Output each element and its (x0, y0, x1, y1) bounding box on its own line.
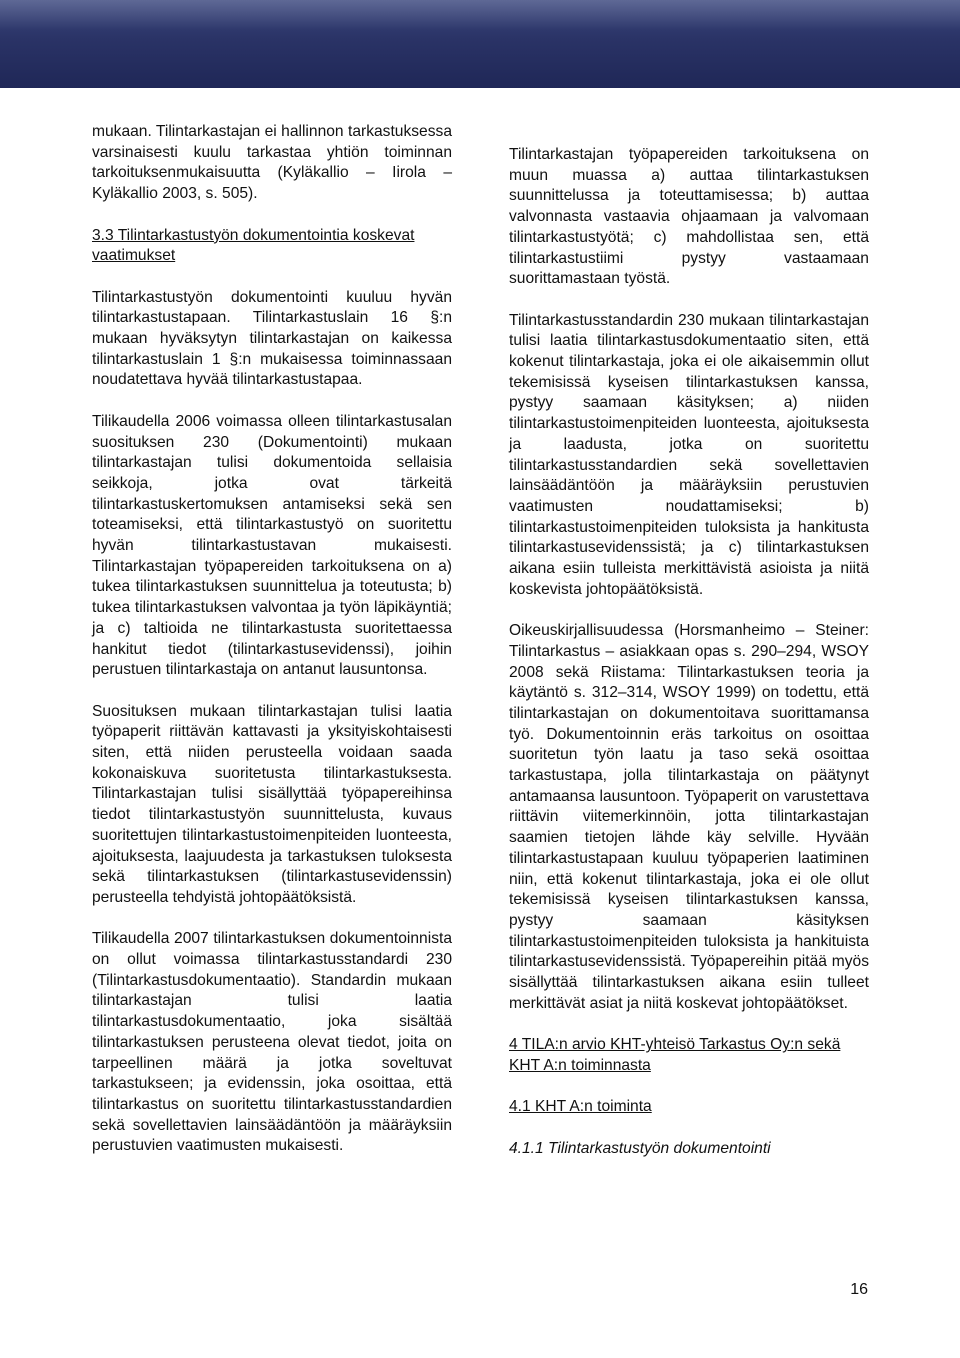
paragraph: Oikeuskirjallisuudessa (Horsmanheimo – Steiner: Tilintarkastus – asiakkaan opas s. 290–294, WSOY 2008 sekä Riistama: Tilintarkastuksen teoria ja käytäntö s. 312–314, WSOY 1999) on todettu, että tilintarkastajan on dokumentoitava suorittamansa työ. Dokumentoinnin eräs tarkoitus on osoittaa suoritetun työn laatu ja taso sekä osoittaa tarkastustapa, jolla tilintarkastaja on päätynyt antamaansa lausuntoon. Työpaperit on varustettava riittävin viitemerkinnöin, jotta tilintarkastajan saamien tietojen lähde käy selville. Hyvään tilintarkastustapaan kuuluu työpaperien laatiminen niin, että kokenut tilintarkastaja, joka ei ole ollut tekemisissä kyseisen tilintarkastuksen kanssa, pystyy saamaan käsityksen tilintarkastustoimenpiteiden tuloksista ja hankituista tilintarkastusevidenssistä. Työpapereihin pitää myös sisällyttää tilintarkastuksen aikana esiin tulleet merkittävät asiat ja niitä koskevat johtopäätökset. (509, 622, 869, 1012)
paragraph: Tilintarkastajan työpapereiden tarkoituksena on muun muassa a) auttaa tilintarkastuksen suunnittelussa ja toteuttamisessa; b) auttaa valvonnasta vastaavia ohjaamaan ja valvomaan tilintarkastustyötä; c) mahdollistaa sen, että tilintarkastustiimi pystyy vastaamaan suorittamastaan työstä. (509, 146, 869, 288)
paragraph: Tilintarkastusstandardin 230 mukaan tilintarkastajan tulisi laatia tilintarkastusdokumentaatio siten, että kokenut tilintarkastaja, joka ei ole aikaisemmin ollut tekemisissä kyseisen tilintarkastuksen kanssa, pystyy saamaan käsityksen; a) niiden tilintarkastustoimenpiteiden luonteesta, ajoituksesta ja laadusta, jotka on suoritettu tilintarkastusstandardien sekä sovellettavien lainsäädäntöön ja määräyksiin perustuvien vaatimusten noudattamiseksi; b) tilintarkastustoimenpiteiden tuloksista ja hankitusta tilintarkastusevidenssistä; ja c) tilintarkastuksen aikana esiin tulleista merkittävistä asioista ja niitä koskevista johtopäätöksistä. (509, 311, 869, 598)
paragraph: Tilintarkastustyön dokumentointi kuuluu hyvän tilintarkastustapaan. Tilintarkastuslain 16 §:n mukaan hyväksytyn tilintarkastajan on kaikessa tilintarkastuslain 1 §:n mukaisessa toiminnassaan noudatettava hyvää tilintarkastustapaa. (92, 288, 452, 389)
page-number: 16 (850, 1281, 868, 1298)
right-column (509, 145, 869, 1159)
section-heading: 3.3 Tilintarkastustyön dokumentointia koskevat vaatimukset (92, 226, 415, 265)
subsection-heading: 4.1.1 Tilintarkastustyön dokumentointi (509, 1139, 771, 1157)
paragraph: Suosituksen mukaan tilintarkastajan tulisi laatia työpaperit riittävän kattavasti ja yksityiskohtaisesti siten, että niiden perusteella voidaan saada kokonaiskuva suoritetusta tilintarkastuksesta. Tilintarkastajan tulisi sisällyttää työpapereihinsa tiedot tilintarkastustyön suunnittelusta, kuvaus suoritettujen tilintarkastustoimenpiteiden luonteesta, ajoituksesta, laajuudesta ja tarkastuksen tuloksesta sekä tilintarkastuksen (tilintarkastusevidenssin) perusteella tehdyistä johtopäätöksistä. (92, 702, 452, 906)
header-banner (0, 0, 960, 88)
left-column (92, 122, 452, 1157)
chapter-heading: 4 TILA:n arvio KHT-yhteisö Tarkastus Oy:n sekä KHT A:n toiminnasta (509, 1036, 841, 1074)
paragraph: Tilikaudella 2007 tilintarkastuksen dokumentoinnista on ollut voimassa tilintarkastusstandardi 230 (Tilintarkastusdokumentaatio). Standardin mukaan tilintarkastajan tulisi laatia tilintarkastusdokumentaatio, joka sisältää tilintarkastuksen perusteena olevat tiedot, joita on tarpeellinen määrä ja jotka soveltuvat tarkastukseen; ja evidenssin, joka osoittaa, että tilintarkastus on suoritettu tilintarkastusstandardien sekä sovellettavien lainsäädäntöön ja määräyksiin perustuvien vaatimusten mukaisesti. (92, 930, 452, 1155)
header-gloss (0, 0, 960, 30)
paragraph: Tilikaudella 2006 voimassa olleen tilintarkastusalan suosituksen 230 (Dokumentointi) mukaan tilintarkastajan tulisi dokumentoida sellaisia seikkoja, jotka ovat tärkeitä tilintarkastuskertomuksen antamiseksi sekä sen toteamiseksi, että tilintarkastustyö on suoritettu hyvän tilintarkastustavan mukaisesti. Tilintarkastajan työpapereiden tarkoituksena on a) tukea tilintarkastuksen suunnittelua ja toteutusta; b) tukea tilintarkastuksen valvontaa ja työn läpikäyntiä; ja c) taltioida ne tilintarkastusta suoritettaessa hankitut tiedot (tilintarkastusevidenssi), joihin perustuen tilintarkastaja on antanut lausuntonsa. (92, 412, 452, 679)
paragraph: mukaan. Tilintarkastajan ei hallinnon tarkastuksessa varsinaisesti kuulu tarkastaa yhtiön toiminnan tarkoituksenmukaisuutta (Kyläkallio – Iirola – Kyläkallio 2003, s. 505). (92, 123, 452, 203)
section-heading: 4.1 KHT A:n toiminta (509, 1098, 652, 1116)
